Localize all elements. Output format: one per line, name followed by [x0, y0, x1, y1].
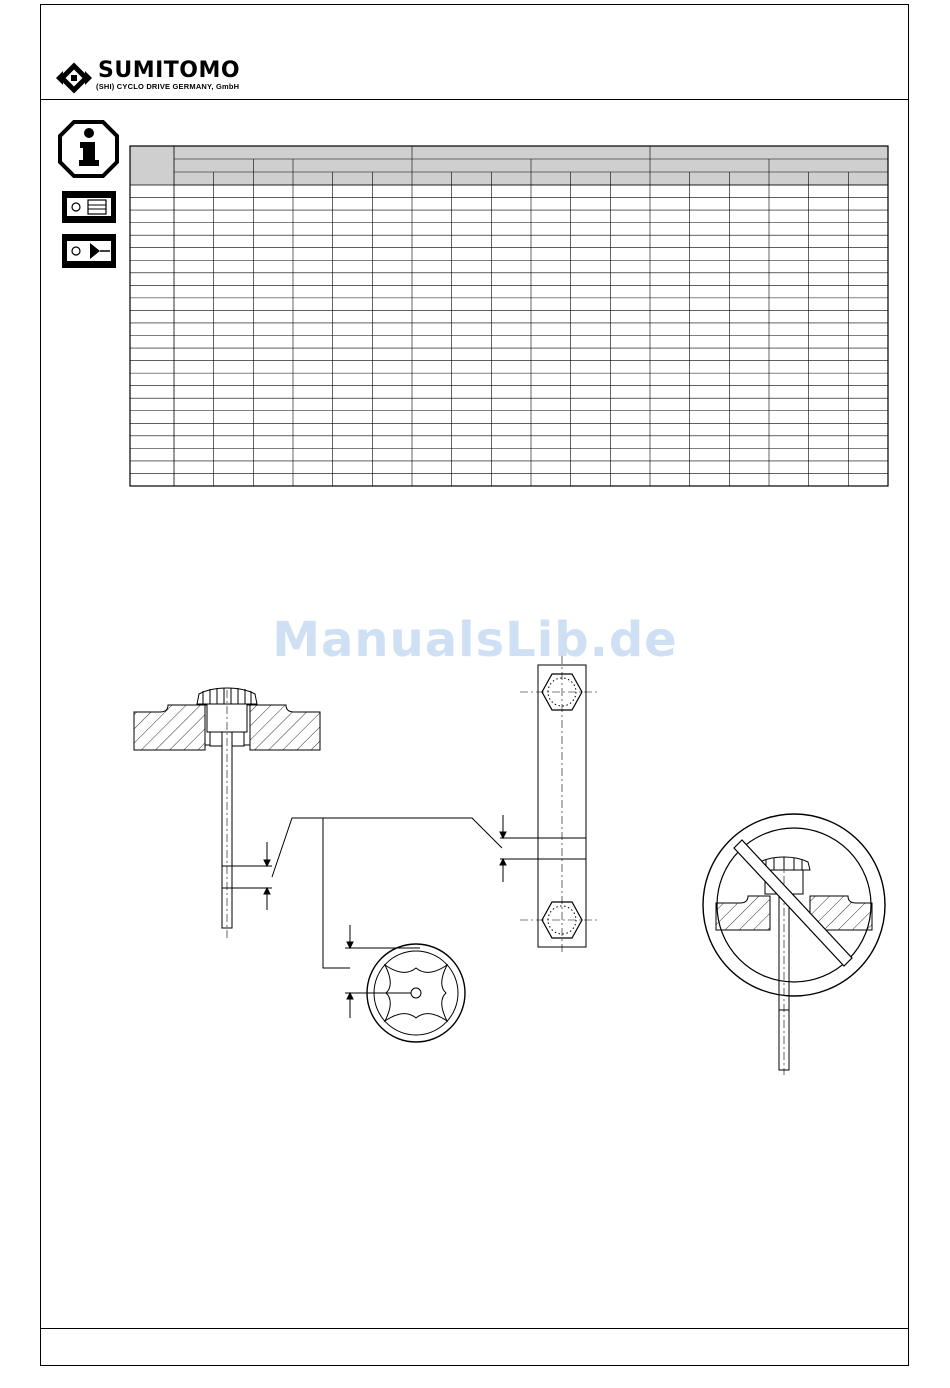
sight-glass-side-drawing — [500, 656, 600, 955]
logo-wordmark: SUMITOMO — [98, 58, 241, 83]
incorrect-installation-drawing — [703, 814, 885, 1075]
dipstick-icon — [62, 191, 116, 223]
watermark: ManualsLib.de — [272, 612, 678, 668]
dipstick-drawing — [134, 688, 502, 940]
info-icon — [60, 122, 117, 176]
sight-glass-front-drawing — [323, 818, 465, 1042]
oil-sight-glass-icon — [62, 234, 116, 268]
logo-subtitle: (SHI) CYCLO DRIVE GERMANY, GmbH — [96, 82, 240, 91]
table-header-band — [130, 146, 888, 185]
table-border — [130, 146, 888, 486]
data-table — [130, 146, 888, 486]
